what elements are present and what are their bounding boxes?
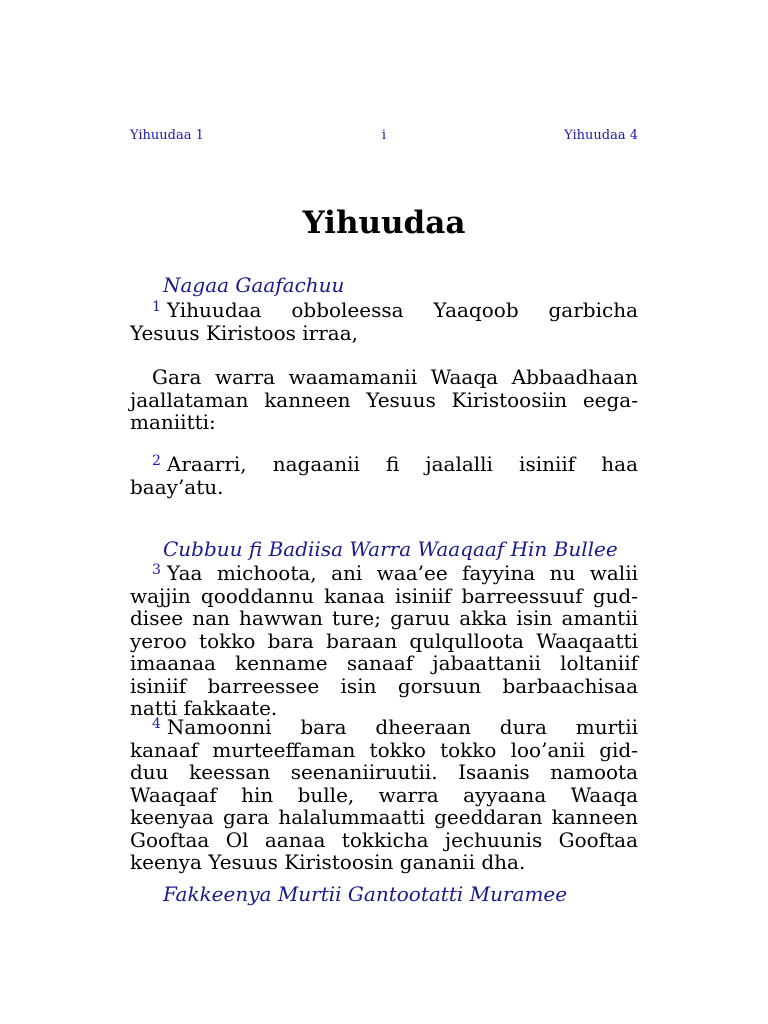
verse-line: keenya Yesuus Kiristoosin gananii dha. bbox=[130, 850, 526, 874]
verse-line: Waaqaaf hin bulle, warra ayyaana Waaqa bbox=[130, 782, 638, 807]
verse-line: Araarri, nagaanii fi jaalalli isiniif haa bbox=[166, 452, 638, 476]
paragraph-line: maniitti: bbox=[130, 410, 216, 434]
verse-number: 2 bbox=[152, 453, 161, 469]
paragraph-line: jaallataman kanneen Yesuus Kiristoosiin eega- bbox=[130, 387, 638, 412]
book-title: Yihuudaa bbox=[302, 205, 466, 241]
verse-line: wajjin qooddannu kanaa isiniif barreessuuf gud- bbox=[130, 583, 638, 608]
verse-line: baay’atu. bbox=[130, 474, 224, 499]
verse-4 bbox=[130, 716, 638, 874]
paragraph-line: Gara warra waamamanii Waaqa Abbaadhaan bbox=[152, 365, 638, 389]
greeting-paragraph bbox=[130, 366, 638, 434]
verse-line: natti fakkaate. bbox=[130, 696, 278, 720]
verse-number: 3 bbox=[152, 562, 161, 578]
verse-line: keenyaa gara halalummaatti geeddaran kanneen bbox=[130, 805, 638, 829]
section-heading-example: Fakkeenya Murtii Gantootatti Muramee bbox=[163, 882, 568, 906]
section-heading-sin: Cubbuu fi Badiisa Warra Waaqaaf Hin Bullee bbox=[163, 537, 618, 561]
running-head-right: Yihuudaa 4 bbox=[564, 128, 638, 143]
verse-2 bbox=[130, 453, 638, 498]
verse-line: Yaa michoota, ani waa’ee fayyina nu walii bbox=[166, 561, 638, 585]
verse-3 bbox=[130, 562, 638, 720]
verse-1 bbox=[130, 299, 638, 344]
verse-line: imaanaa kenname sanaaf jabaattanii loltaniif bbox=[130, 651, 638, 675]
verse-line: Yihuudaa obboleessa Yaaqoob garbicha bbox=[166, 298, 638, 322]
running-header bbox=[130, 128, 638, 146]
verse-number: 1 bbox=[152, 299, 161, 315]
page-number: i bbox=[381, 128, 387, 143]
verse-line: yeroo tokko bara baraan qulqulloota Waaqaatti bbox=[130, 628, 638, 653]
verse-line: disee nan hawwan ture; garuu akka isin amantii bbox=[130, 606, 638, 630]
verse-line: kanaaf murteeffaman tokko tokko loo’anii gid- bbox=[130, 737, 638, 762]
verse-number: 4 bbox=[152, 716, 161, 732]
running-head-left: Yihuudaa 1 bbox=[130, 128, 204, 143]
verse-line: duu keessan seenaniiruutii. Isaanis namoota bbox=[130, 760, 638, 784]
verse-line: Yesuus Kiristoos irraa, bbox=[130, 320, 358, 345]
document-page bbox=[130, 0, 638, 1024]
section-heading-greeting: Nagaa Gaafachuu bbox=[163, 273, 345, 297]
verse-line: Namoonni bara dheeraan dura murtii bbox=[166, 715, 638, 739]
verse-line: isiniif barreessee isin gorsuun barbaachisaa bbox=[130, 673, 638, 698]
verse-line: Gooftaa Ol aanaa tokkicha jechuunis Gooftaa bbox=[130, 827, 638, 852]
